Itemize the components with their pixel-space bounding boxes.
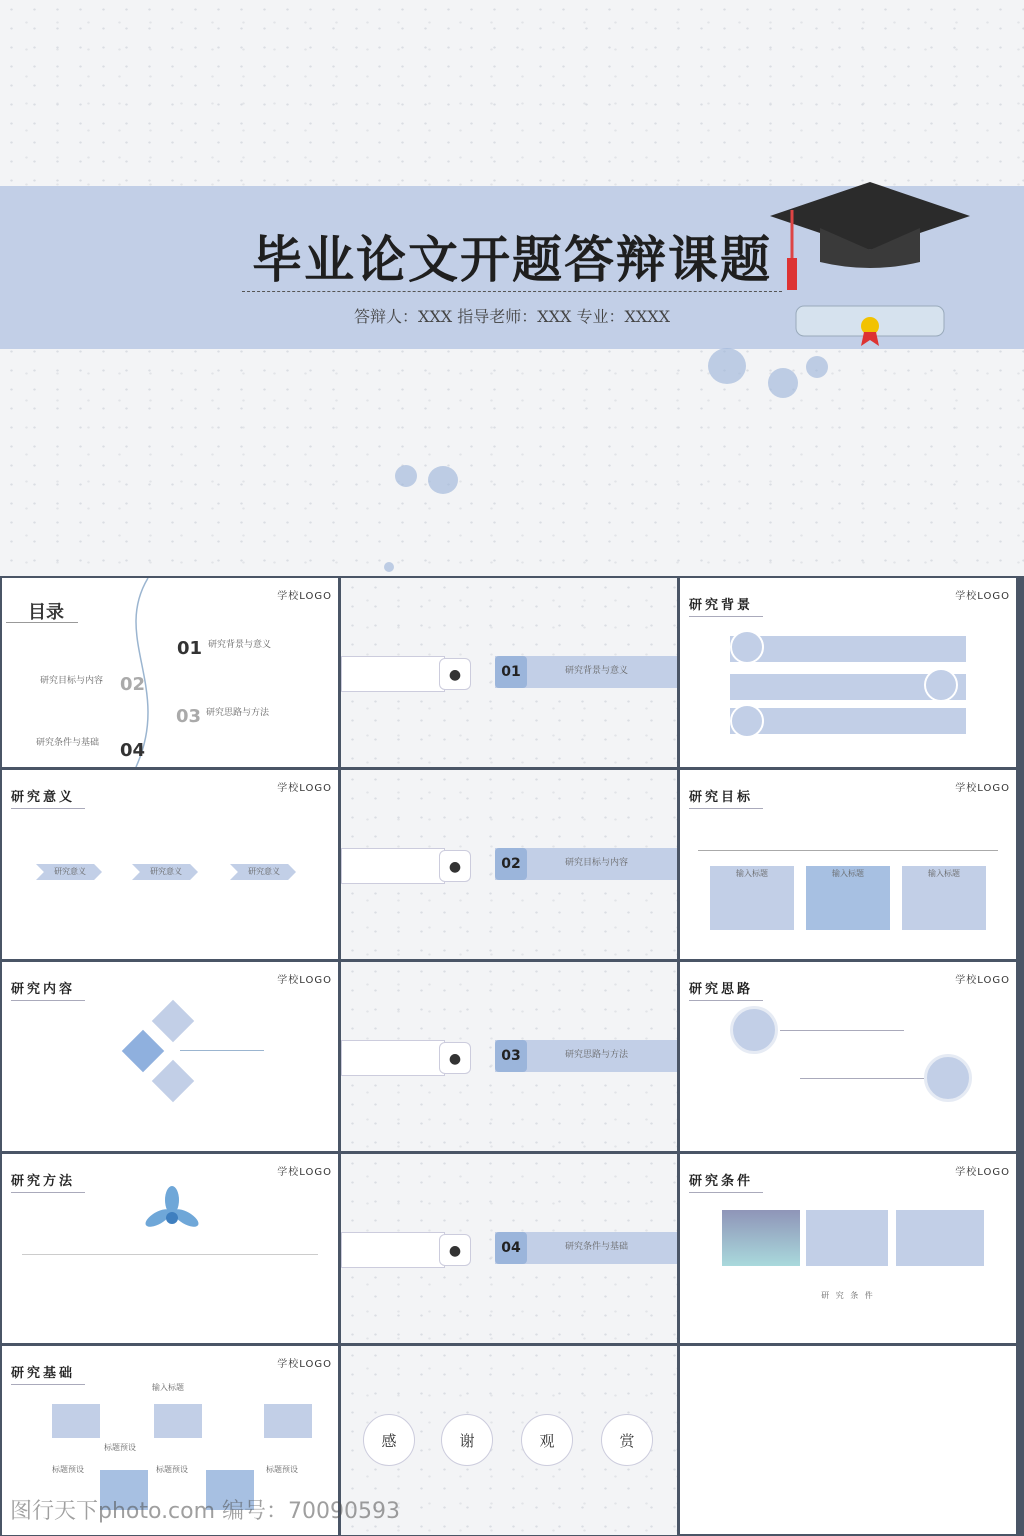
box-title: 输入标题	[928, 869, 960, 878]
toc-item-1[interactable]: 研究背景与意义	[208, 640, 272, 650]
cover-slide	[0, 0, 1024, 576]
white-bar	[341, 1232, 445, 1268]
connector	[800, 1078, 924, 1079]
label: 标题预设	[104, 1443, 136, 1452]
label: 标题预设	[156, 1465, 188, 1474]
diamond	[152, 1060, 194, 1102]
slide-title: 研究条件	[689, 1170, 763, 1193]
slide-title: 研究思路	[689, 978, 763, 1001]
slide-grid	[0, 576, 1024, 1536]
ink-blob	[395, 465, 417, 487]
diamond	[152, 1000, 194, 1042]
slide-objectives[interactable]	[680, 770, 1016, 959]
bar	[730, 636, 966, 662]
landscape-photo	[722, 1210, 800, 1266]
tag-label: 研究意义	[248, 867, 280, 876]
cover-subtitle: 答辩人：XXX 指导老师：XXX 专业：XXXX	[353, 307, 671, 326]
school-logo: 学校LOGO	[955, 591, 1010, 602]
section-num: 02	[495, 848, 527, 880]
circle	[730, 1006, 778, 1054]
slide-section-2[interactable]	[341, 770, 677, 959]
thanks-char: 谢	[441, 1414, 493, 1466]
white-bar	[341, 656, 445, 692]
divider	[698, 850, 998, 851]
circle	[924, 1054, 972, 1102]
white-bar	[341, 848, 445, 884]
school-logo: 学校LOGO	[277, 783, 332, 794]
school-logo: 学校LOGO	[277, 591, 332, 602]
text-box	[896, 1210, 984, 1266]
school-logo: 学校LOGO	[277, 1167, 332, 1178]
label: 标题预设	[52, 1465, 84, 1474]
circle-badge	[730, 704, 764, 738]
graduation-cap-icon	[766, 180, 972, 350]
thanks-char: 感	[363, 1414, 415, 1466]
box	[154, 1404, 202, 1438]
thanks-char: 赏	[601, 1414, 653, 1466]
slide-significance[interactable]	[2, 770, 338, 959]
slide-title: 研究背景	[689, 594, 763, 617]
team-icon: ●	[439, 658, 471, 690]
school-logo: 学校LOGO	[955, 1167, 1010, 1178]
slide-section-1[interactable]	[341, 578, 677, 767]
box-title: 输入标题	[832, 869, 864, 878]
slide-background[interactable]	[680, 578, 1016, 767]
school-logo: 学校LOGO	[277, 1359, 332, 1370]
tag-label: 研究意义	[150, 867, 182, 876]
slide-empty	[680, 1346, 1016, 1534]
slide-title: 研究内容	[11, 978, 85, 1001]
ink-blob	[806, 356, 828, 378]
toc-item-4[interactable]: 研究条件与基础	[36, 738, 100, 748]
top-label: 输入标题	[152, 1383, 184, 1392]
team-icon: ●	[439, 1042, 471, 1074]
box	[710, 866, 794, 930]
ink-blob	[384, 562, 394, 572]
thanks-char: 观	[521, 1414, 573, 1466]
slide-section-4[interactable]	[341, 1154, 677, 1343]
slide-title: 研究基础	[11, 1362, 85, 1385]
slide-conditions[interactable]	[680, 1154, 1016, 1343]
caption: 研 究 条 件	[821, 1291, 875, 1300]
slide-approach[interactable]	[680, 962, 1016, 1151]
box	[52, 1404, 100, 1438]
toc-num-2: 02	[120, 674, 146, 695]
school-logo: 学校LOGO	[955, 975, 1010, 986]
bar	[730, 708, 966, 734]
connector	[780, 1030, 904, 1031]
toc-item-3[interactable]: 研究思路与方法	[206, 708, 270, 718]
ink-blob	[708, 348, 746, 384]
box-title: 输入标题	[736, 869, 768, 878]
toc-num-1: 01	[177, 638, 203, 659]
ink-blob	[428, 466, 458, 494]
title-divider	[242, 291, 782, 292]
slide-title: 研究目标	[689, 786, 763, 809]
section-label: 研究背景与意义	[565, 666, 629, 676]
circle-badge	[730, 630, 764, 664]
label: 标题预设	[266, 1465, 298, 1474]
divider	[6, 622, 78, 623]
section-num: 03	[495, 1040, 527, 1072]
slide-title: 研究方法	[11, 1170, 85, 1193]
school-logo: 学校LOGO	[277, 975, 332, 986]
toc-title: 目录	[28, 602, 64, 623]
white-bar	[341, 1040, 445, 1076]
diamond	[122, 1030, 164, 1072]
divider	[22, 1254, 318, 1255]
section-num: 01	[495, 656, 527, 688]
box	[806, 866, 890, 930]
toc-num-4: 04	[120, 740, 146, 761]
slide-content[interactable]	[2, 962, 338, 1151]
team-icon: ●	[439, 1234, 471, 1266]
section-label: 研究思路与方法	[565, 1050, 629, 1060]
box	[902, 866, 986, 930]
slide-toc[interactable]	[2, 578, 338, 767]
flower-icon	[142, 1184, 202, 1244]
watermark: 图行天下photo.com 编号：70090593	[10, 1499, 401, 1524]
section-label: 研究目标与内容	[565, 858, 629, 868]
text-box	[806, 1210, 888, 1266]
slide-methods[interactable]	[2, 1154, 338, 1343]
toc-num-3: 03	[176, 706, 202, 727]
team-icon: ●	[439, 850, 471, 882]
slide-section-3[interactable]	[341, 962, 677, 1151]
circle-badge	[924, 668, 958, 702]
section-num: 04	[495, 1232, 527, 1264]
box	[264, 1404, 312, 1438]
section-label: 研究条件与基础	[565, 1242, 629, 1252]
toc-item-2[interactable]: 研究目标与内容	[40, 676, 104, 686]
slide-title: 研究意义	[11, 786, 85, 809]
school-logo: 学校LOGO	[955, 783, 1010, 794]
curve-decoration	[122, 578, 162, 767]
tag-label: 研究意义	[54, 867, 86, 876]
ink-blob	[768, 368, 798, 398]
cover-title: 毕业论文开题答辩课题	[252, 230, 772, 289]
connector	[180, 1050, 264, 1051]
